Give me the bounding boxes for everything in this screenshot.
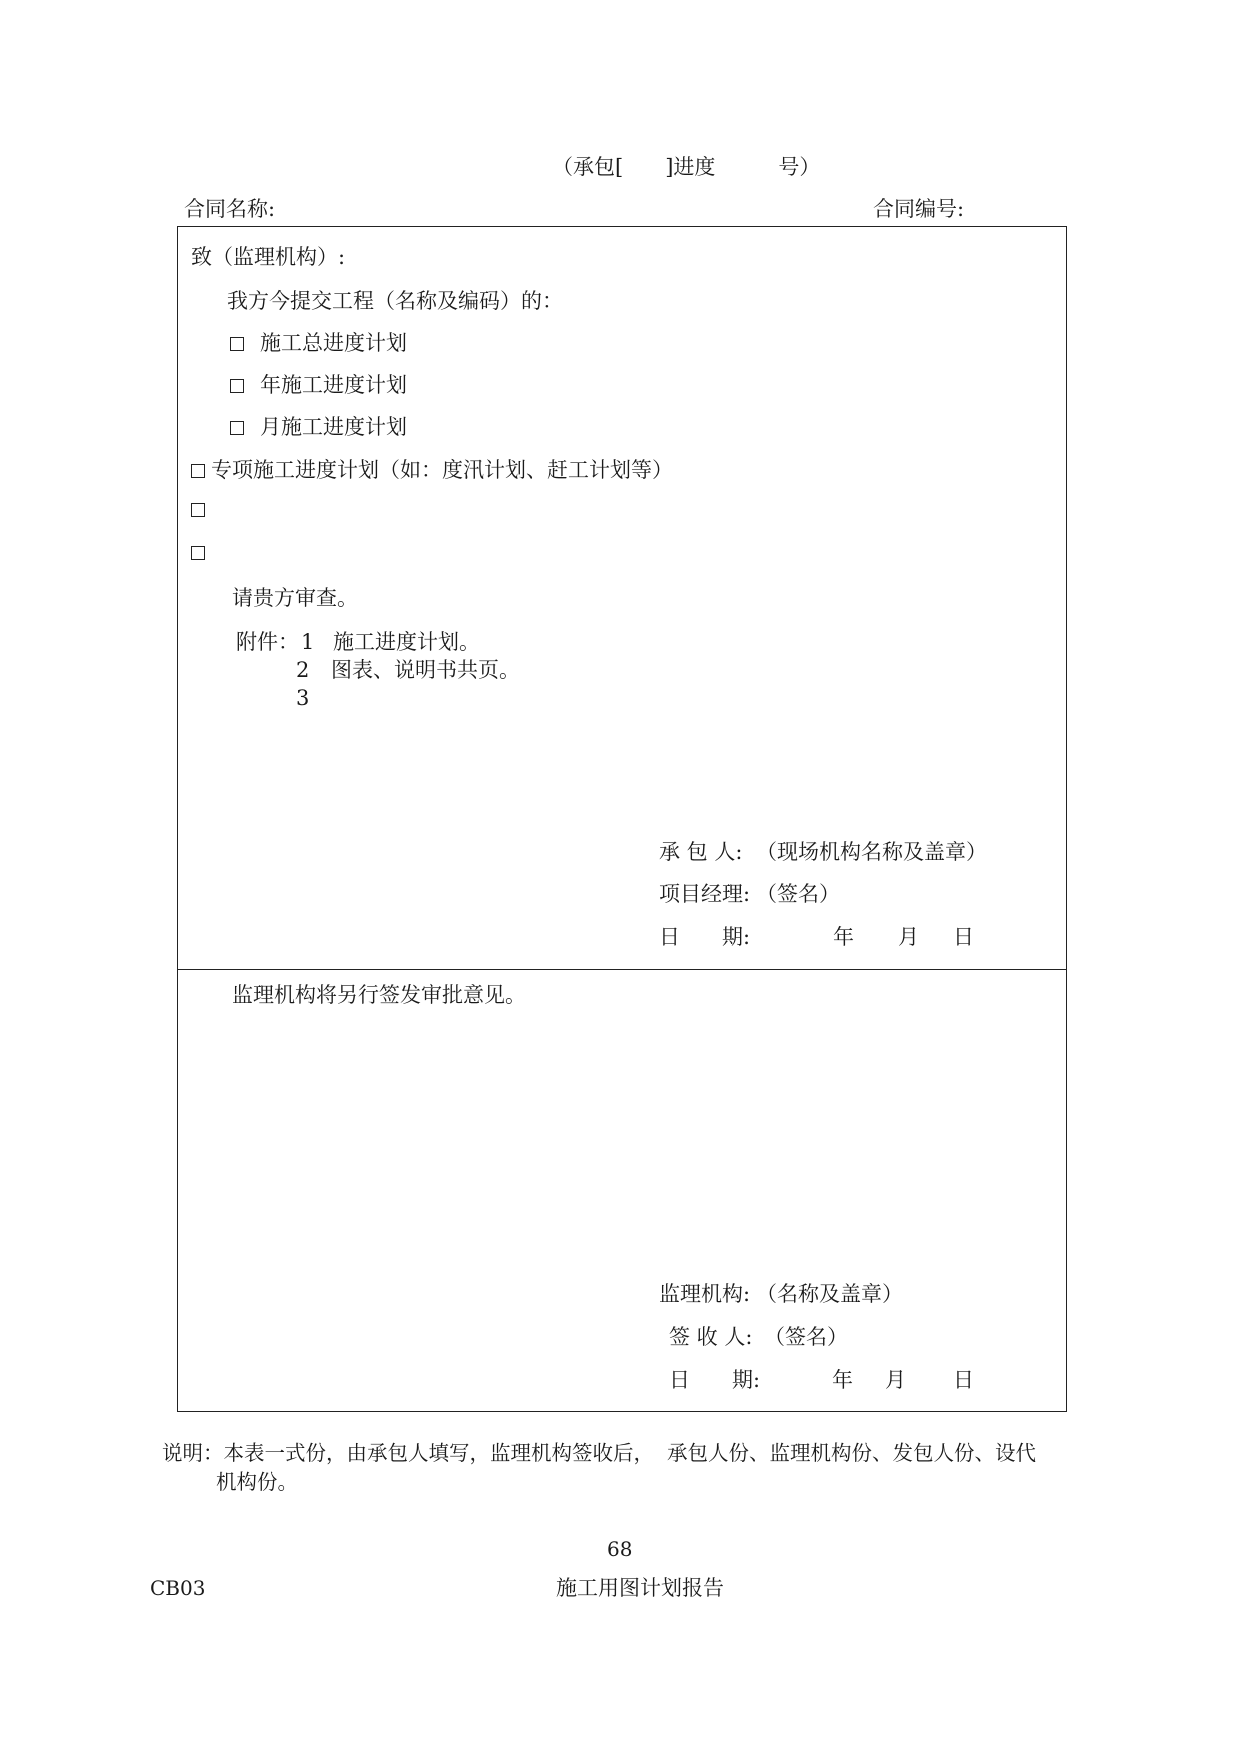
option-blank-2[interactable] xyxy=(191,546,205,560)
review-request: 请贵方审查。 xyxy=(232,586,358,610)
form-reference: （承包[ ]进度 号） xyxy=(552,155,821,179)
supervision-agency-label: 监理机构: xyxy=(659,1282,751,1306)
form-note-line-1: 说明：本表一式份，由承包人填写，监理机构签收后， 承包人份、监理机构份、发包人份、设代 xyxy=(162,1441,1037,1465)
option-blank-1[interactable] xyxy=(191,503,205,517)
attachment-number: 1 xyxy=(301,630,315,654)
option-label: 月施工进度计划 xyxy=(260,415,407,439)
checkbox[interactable] xyxy=(230,379,244,393)
date-label: 日 期: xyxy=(669,1368,761,1392)
attachment-text: 图表、说明书共页。 xyxy=(331,658,520,682)
contractor-hint: （现场机构名称及盖章） xyxy=(756,840,987,864)
submission-intro: 我方今提交工程（名称及编码）的： xyxy=(227,289,563,313)
option-master-schedule[interactable] xyxy=(230,333,407,354)
contract-number-label: 合同编号: xyxy=(873,197,965,221)
date-year: 年 xyxy=(833,925,854,949)
project-manager-hint: （签名） xyxy=(756,882,840,906)
checkbox[interactable] xyxy=(191,464,205,478)
next-form-code: CB03 xyxy=(150,1576,206,1600)
option-special-schedule[interactable] xyxy=(191,460,673,481)
checkbox[interactable] xyxy=(230,337,244,351)
contract-name-label: 合同名称: xyxy=(184,197,276,221)
checkbox[interactable] xyxy=(191,546,205,560)
approval-note: 监理机构将另行签发审批意见。 xyxy=(232,983,526,1007)
form-note-line-2: 机构份。 xyxy=(216,1470,298,1494)
option-label: 年施工进度计划 xyxy=(260,373,407,397)
page-number: 68 xyxy=(607,1537,633,1561)
checkbox[interactable] xyxy=(191,503,205,517)
section-divider xyxy=(177,969,1067,970)
receiver-hint: （签名） xyxy=(764,1325,848,1349)
option-annual-schedule[interactable] xyxy=(230,375,407,396)
option-label: 施工总进度计划 xyxy=(260,331,407,355)
attachment-text: 施工进度计划。 xyxy=(333,630,480,654)
date-label: 日 期: xyxy=(659,925,751,949)
date-day: 日 xyxy=(953,1368,974,1392)
attachment-number: 3 xyxy=(296,686,310,710)
contractor-label: 承 包 人: xyxy=(659,840,743,864)
supervision-agency-hint: （名称及盖章） xyxy=(756,1282,903,1306)
form-frame xyxy=(177,226,1067,1412)
checkbox[interactable] xyxy=(230,421,244,435)
option-monthly-schedule[interactable] xyxy=(230,417,407,438)
attachment-number: 2 xyxy=(296,658,310,682)
date-month: 月 xyxy=(898,925,919,949)
option-label: 专项施工进度计划（如：度汛计划、赶工计划等） xyxy=(211,458,673,482)
next-form-title: 施工用图计划报告 xyxy=(556,1576,724,1600)
date-year: 年 xyxy=(832,1368,853,1392)
addressee-label: 致（监理机构）: xyxy=(191,245,346,269)
project-manager-label: 项目经理: xyxy=(659,882,751,906)
attachments-label: 附件： xyxy=(236,630,299,654)
date-day: 日 xyxy=(953,925,974,949)
receiver-label: 签 收 人: xyxy=(669,1325,753,1349)
date-month: 月 xyxy=(885,1368,906,1392)
